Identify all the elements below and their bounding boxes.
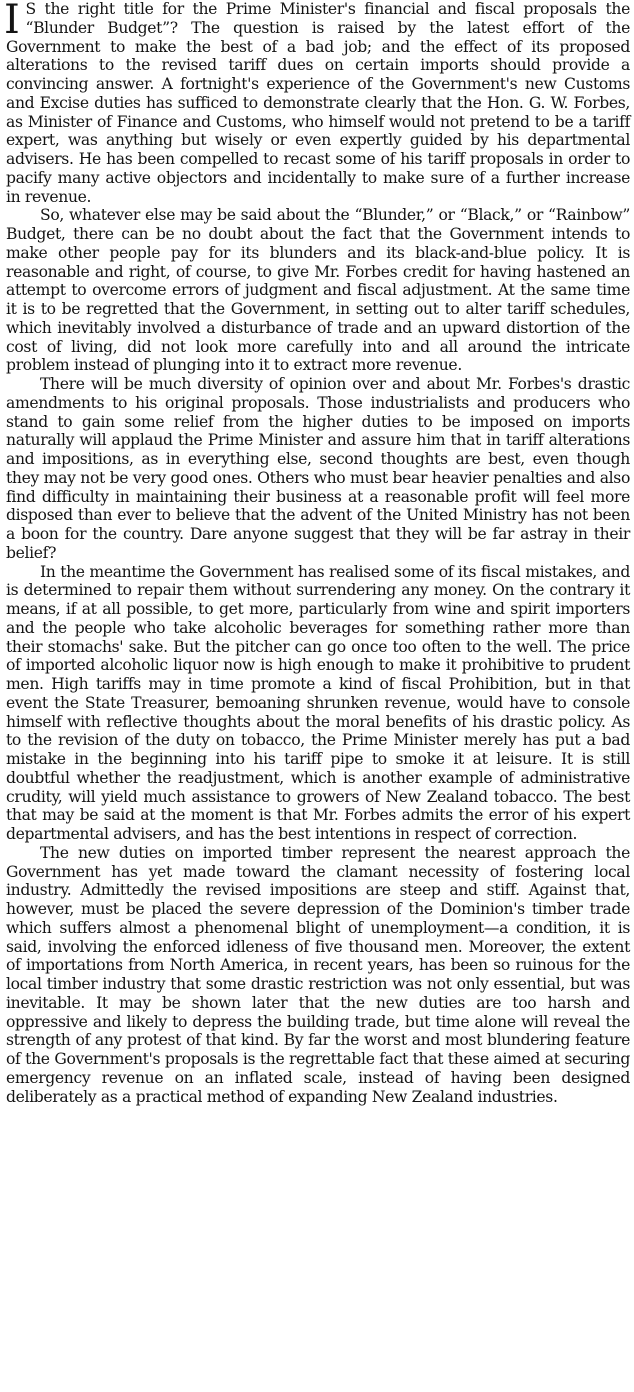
article-paragraph-3: There will be much diversity of opinion over and about Mr. Forbes's drastic amendments to his original proposals. Those industrialists and producers who stand to gain some relief from the higher duties to be imposed on imports naturally will applaud the Prime Minister and assure him that in tariff alterations and impositions, as in everything else, second thoughts are best, even though they may not be very good ones. Others who must bear heavier penalties and also find difficulty in maintaining their business at a reasonable profit will feel more disposed than ever to believe that the advent of the United Ministry has not been a boon for the country. Dare anyone suggest that they will be far astray in their belief? (6, 375, 630, 562)
article-paragraph-2: So, whatever else may be said about the “Blunder,” or “Black,” or “Rainbow” Budget, there can be no doubt about the fact that the Government intends to make other people pay for its blunders and its black-and-blue policy. It is reasonable and right, of course, to give Mr. Forbes credit for having hastened an attempt to overcome errors of judgment and fiscal adjustment. At the same time it is to be regretted that the Government, in setting out to alter tariff schedules, which inevitably involved a disturbance of trade and an upward distortion of the cost of living, did not look more carefully into and all around the intricate problem instead of plunging into it to extract more revenue. (6, 206, 630, 375)
article-paragraph-1 (6, 0, 630, 206)
article-paragraph-4: In the meantime the Government has realised some of its fiscal mistakes, and is determined to repair them without surrendering any money. On the contrary it means, if at all possible, to get more, particularly from wine and spirit importers and the people who take alcoholic beverages for something rather more than their stomachs' sake. But the pitcher can go once too often to the well. The price of imported alcoholic liquor now is high enough to make it prohibitive to prudent men. High tariffs may in time promote a kind of fiscal Prohibition, but in that event the State Treasurer, bemoaning shrunken revenue, would have to console himself with reflective thoughts about the moral benefits of his drastic policy. As to the revision of the duty on tobacco, the Prime Minister merely has put a bad mistake in the beginning into his tariff pipe to smoke it at leisure. It is still doubtful whether the readjustment, which is another example of administrative crudity, will yield much assistance to growers of New Zealand tobacco. The best that may be said at the moment is that Mr. Forbes admits the error of his expert departmental advisers, and has the best intentions in respect of correction. (6, 562, 630, 843)
drop-cap: I (4, 0, 20, 43)
article-column (6, 0, 630, 1106)
article-paragraph-5: The new duties on imported timber represent the nearest approach the Government has yet made toward the clamant necessity of fostering local industry. Admittedly the revised impositions are steep and stiff. Against that, however, must be placed the severe depression of the Dominion's timber trade which suffers almost a phenomenal blight of unemployment—a condition, it is said, involving the enforced idleness of five thousand men. Moreover, the extent of importations from North America, in recent years, has been so ruinous for the local timber industry that some drastic restriction was not only essential, but was inevitable. It may be shown later that the new duties are too harsh and oppressive and likely to depress the building trade, but time alone will reveal the strength of any protest of that kind. By far the worst and most blundering feature of the Government's proposals is the regrettable fact that these aimed at securing emergency revenue on an inflated scale, instead of having been designed deliberately as a practical method of expanding New Zealand industries. (6, 843, 630, 1106)
paragraph-text: S the right title for the Prime Minister's financial and fiscal proposals the “Blunder Budget”? The question is raised by the latest effort of the Government to make the best of a bad job; and the effect of its proposed alterations to the revised tariff dues on certain imports should provide a convincing answer. A fortnight's experience of the Government's new Customs and Excise duties has sufficed to demonstrate clearly that the Hon. G. W. Forbes, as Minister of Finance and Customs, who himself would not pretend to be a tariff expert, was anything but wisely or even expertly guided by his departmental advisers. He has been compelled to recast some of his tariff proposals in order to pacify many active objectors and incidentally to make sure of a further increase in revenue. (6, 0, 630, 206)
